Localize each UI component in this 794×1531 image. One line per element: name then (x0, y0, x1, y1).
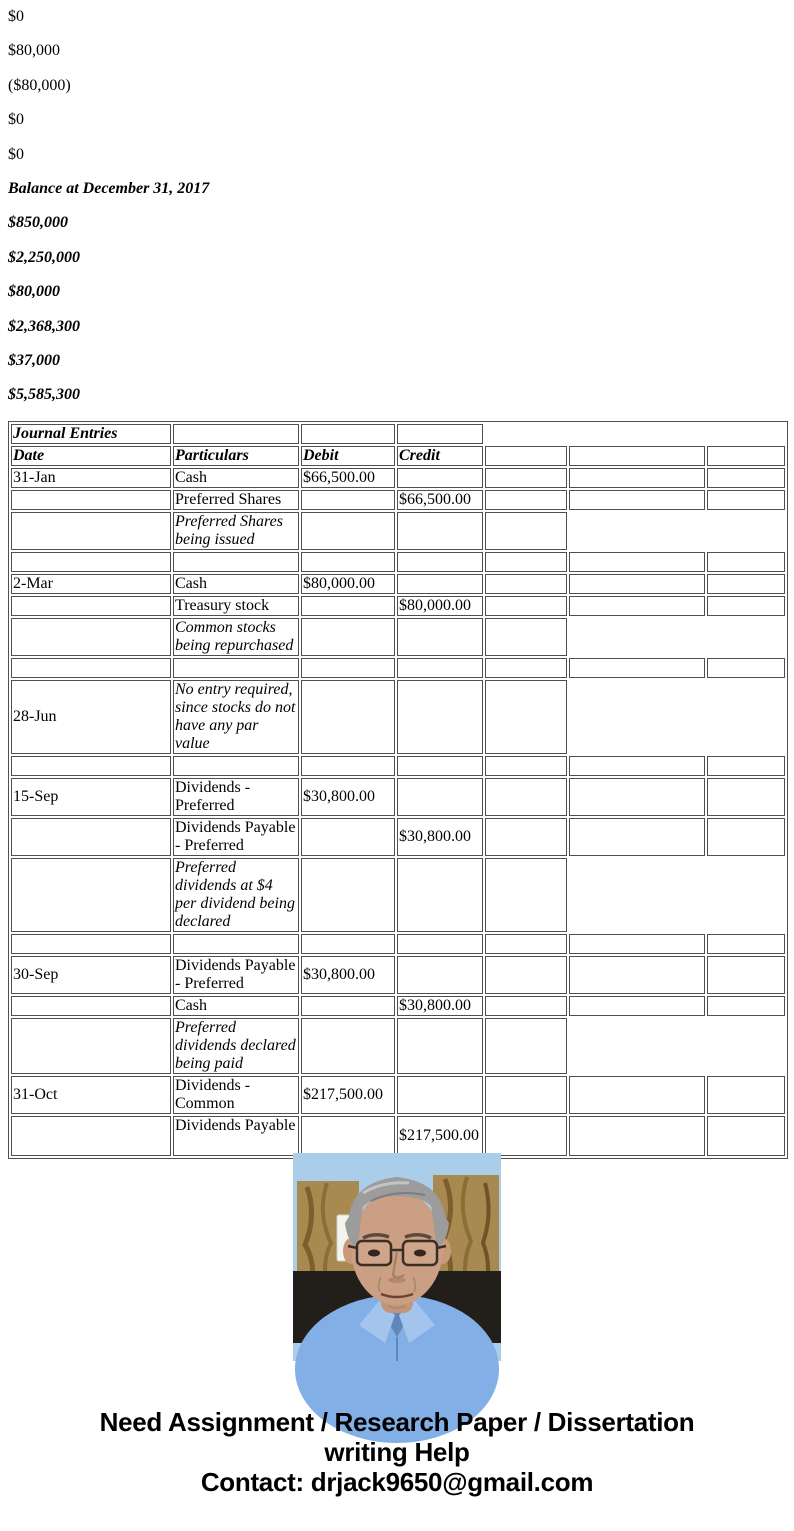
balance-heading: Balance at December 31, 2017 (8, 179, 210, 197)
particulars-cell: Cash (173, 996, 299, 1016)
date-cell: 2-Mar (11, 574, 171, 594)
empty-cell (485, 446, 567, 466)
date-cell: 28-Jun (11, 680, 171, 754)
date-cell (11, 596, 171, 616)
debit-cell (301, 858, 395, 932)
debit-cell (301, 618, 395, 656)
particulars-cell: Preferred Shares (173, 490, 299, 510)
credit-cell (397, 1018, 483, 1074)
debit-cell: $217,500.00 (301, 1076, 395, 1114)
empty-cell (11, 658, 171, 678)
empty-cell (397, 934, 483, 954)
table-row (11, 1076, 785, 1114)
credit-cell: $217,500.00 (397, 1116, 483, 1156)
empty-cell (485, 1116, 567, 1156)
table-row (11, 552, 785, 572)
column-header-particulars: Particulars (173, 446, 299, 466)
column-header-date: Date (11, 446, 171, 466)
debit-cell: $30,800.00 (301, 956, 395, 994)
empty-cell (485, 1018, 567, 1074)
date-cell: 31-Oct (11, 1076, 171, 1114)
particulars-cell: Dividends - Preferred (173, 778, 299, 816)
balance-value: $37,000 (8, 351, 60, 369)
summary-value: $0 (8, 145, 24, 163)
summary-value: $0 (8, 8, 24, 25)
particulars-cell: Dividends Payable (173, 1116, 299, 1156)
empty-cell (11, 552, 171, 572)
empty-cell (397, 552, 483, 572)
empty-cell (485, 596, 567, 616)
empty-cell (301, 658, 395, 678)
table-row (11, 446, 785, 466)
particulars-cell: Dividends Payable - Preferred (173, 956, 299, 994)
credit-cell: $66,500.00 (397, 490, 483, 510)
particulars-cell: No entry required, since stocks do not have any par value (173, 680, 299, 754)
debit-cell: $80,000.00 (301, 574, 395, 594)
empty-cell (485, 1076, 567, 1114)
empty-cell (569, 574, 705, 594)
table-row (11, 490, 785, 510)
presenter-avatar (293, 1153, 501, 1361)
table-row (11, 858, 785, 932)
table-row (11, 424, 785, 444)
balance-value: $850,000 (8, 214, 68, 232)
debit-cell: $66,500.00 (301, 468, 395, 488)
empty-cell (485, 658, 567, 678)
empty-cell (569, 996, 705, 1016)
empty-cell (707, 1116, 785, 1156)
table-row (11, 756, 785, 776)
empty-cell (397, 658, 483, 678)
footer-line-1: Need Assignment / Research Paper / Dissertation (99, 1406, 695, 1437)
credit-cell (397, 468, 483, 488)
empty-cell (569, 468, 705, 488)
empty-cell (569, 956, 705, 994)
column-header-credit: Credit (397, 446, 483, 466)
particulars-cell: Preferred Shares being issued (173, 512, 299, 550)
date-cell: 31-Jan (11, 468, 171, 488)
empty-cell (569, 596, 705, 616)
empty-cell (707, 490, 785, 510)
empty-cell (569, 756, 705, 776)
empty-cell (301, 934, 395, 954)
table-row (11, 996, 785, 1016)
particulars-cell: Treasury stock (173, 596, 299, 616)
debit-cell (301, 818, 395, 856)
date-cell (11, 490, 171, 510)
empty-cell (173, 552, 299, 572)
empty-cell (569, 658, 705, 678)
empty-cell (569, 446, 705, 466)
empty-cell (707, 956, 785, 994)
credit-cell (397, 858, 483, 932)
empty-cell (485, 934, 567, 954)
empty-cell (485, 858, 567, 932)
journal-entries-table (8, 421, 788, 1159)
debit-cell (301, 596, 395, 616)
empty-cell (707, 996, 785, 1016)
table-row (11, 1116, 785, 1156)
table-row (11, 574, 785, 594)
empty-cell (173, 424, 299, 444)
particulars-cell: Cash (173, 468, 299, 488)
credit-cell (397, 574, 483, 594)
empty-cell (485, 618, 567, 656)
credit-cell (397, 680, 483, 754)
empty-cell (569, 818, 705, 856)
credit-cell: $30,800.00 (397, 818, 483, 856)
table-row (11, 818, 785, 856)
date-cell (11, 1018, 171, 1074)
balance-value: $2,250,000 (8, 248, 80, 266)
footer-line-3: Contact: drjack9650@gmail.com (200, 1466, 594, 1497)
column-header-debit: Debit (301, 446, 395, 466)
empty-cell (397, 424, 483, 444)
empty-cell (485, 468, 567, 488)
table-row (11, 618, 785, 656)
table-row (11, 468, 785, 488)
empty-cell (707, 934, 785, 954)
table-row (11, 512, 785, 550)
empty-cell (569, 934, 705, 954)
empty-cell (485, 756, 567, 776)
empty-cell (569, 778, 705, 816)
debit-cell (301, 680, 395, 754)
empty-cell (485, 680, 567, 754)
table-row (11, 956, 785, 994)
footer-line-2: writing Help (324, 1436, 470, 1467)
empty-cell (569, 1076, 705, 1114)
empty-cell (301, 552, 395, 572)
document-page (0, 8, 794, 1531)
footer-banner (8, 1407, 786, 1497)
credit-cell (397, 778, 483, 816)
empty-cell (397, 756, 483, 776)
date-cell (11, 1116, 171, 1156)
date-cell (11, 618, 171, 656)
empty-cell (485, 552, 567, 572)
empty-cell (707, 1076, 785, 1114)
empty-cell (485, 490, 567, 510)
journal-table-clip (8, 421, 786, 1144)
table-title: Journal Entries (11, 424, 171, 444)
date-cell (11, 512, 171, 550)
date-cell (11, 858, 171, 932)
particulars-cell: Common stocks being repurchased (173, 618, 299, 656)
empty-cell (485, 778, 567, 816)
empty-cell (485, 818, 567, 856)
credit-cell: $30,800.00 (397, 996, 483, 1016)
debit-cell (301, 996, 395, 1016)
balance-value: $5,585,300 (8, 386, 80, 404)
date-cell: 15-Sep (11, 778, 171, 816)
table-row (11, 658, 785, 678)
debit-cell: $30,800.00 (301, 778, 395, 816)
credit-cell (397, 618, 483, 656)
empty-cell (707, 468, 785, 488)
table-row (11, 680, 785, 754)
credit-cell (397, 1076, 483, 1114)
empty-cell (707, 818, 785, 856)
debit-cell (301, 1116, 395, 1156)
empty-cell (569, 552, 705, 572)
empty-cell (707, 778, 785, 816)
debit-cell (301, 512, 395, 550)
particulars-cell: Preferred dividends declared being paid (173, 1018, 299, 1074)
empty-cell (11, 756, 171, 776)
summary-value: ($80,000) (8, 76, 71, 94)
date-cell (11, 818, 171, 856)
empty-cell (11, 934, 171, 954)
empty-cell (707, 596, 785, 616)
summary-value: $0 (8, 111, 24, 129)
table-row (11, 934, 785, 954)
debit-cell (301, 490, 395, 510)
summary-value: $80,000 (8, 42, 60, 60)
empty-cell (707, 756, 785, 776)
empty-cell (707, 446, 785, 466)
empty-cell (485, 512, 567, 550)
credit-cell (397, 512, 483, 550)
empty-cell (485, 996, 567, 1016)
empty-cell (173, 756, 299, 776)
balance-value: $80,000 (8, 283, 60, 301)
presenter-photo (293, 1153, 501, 1361)
empty-cell (707, 658, 785, 678)
debit-cell (301, 1018, 395, 1074)
empty-cell (485, 956, 567, 994)
empty-cell (707, 552, 785, 572)
particulars-cell: Preferred dividends at $4 per dividend being declared (173, 858, 299, 932)
empty-cell (301, 424, 395, 444)
table-row (11, 596, 785, 616)
empty-cell (485, 574, 567, 594)
empty-cell (569, 1116, 705, 1156)
empty-cell (707, 574, 785, 594)
table-row (11, 1018, 785, 1074)
date-cell (11, 996, 171, 1016)
particulars-cell: Dividends - Common (173, 1076, 299, 1114)
empty-cell (173, 658, 299, 678)
date-cell: 30-Sep (11, 956, 171, 994)
particulars-cell: Dividends Payable - Preferred (173, 818, 299, 856)
empty-cell (173, 934, 299, 954)
empty-cell (569, 490, 705, 510)
empty-cell (301, 756, 395, 776)
credit-cell: $80,000.00 (397, 596, 483, 616)
credit-cell (397, 956, 483, 994)
balance-value: $2,368,300 (8, 317, 80, 335)
table-row (11, 778, 785, 816)
document-content (8, 8, 786, 1497)
particulars-cell: Cash (173, 574, 299, 594)
